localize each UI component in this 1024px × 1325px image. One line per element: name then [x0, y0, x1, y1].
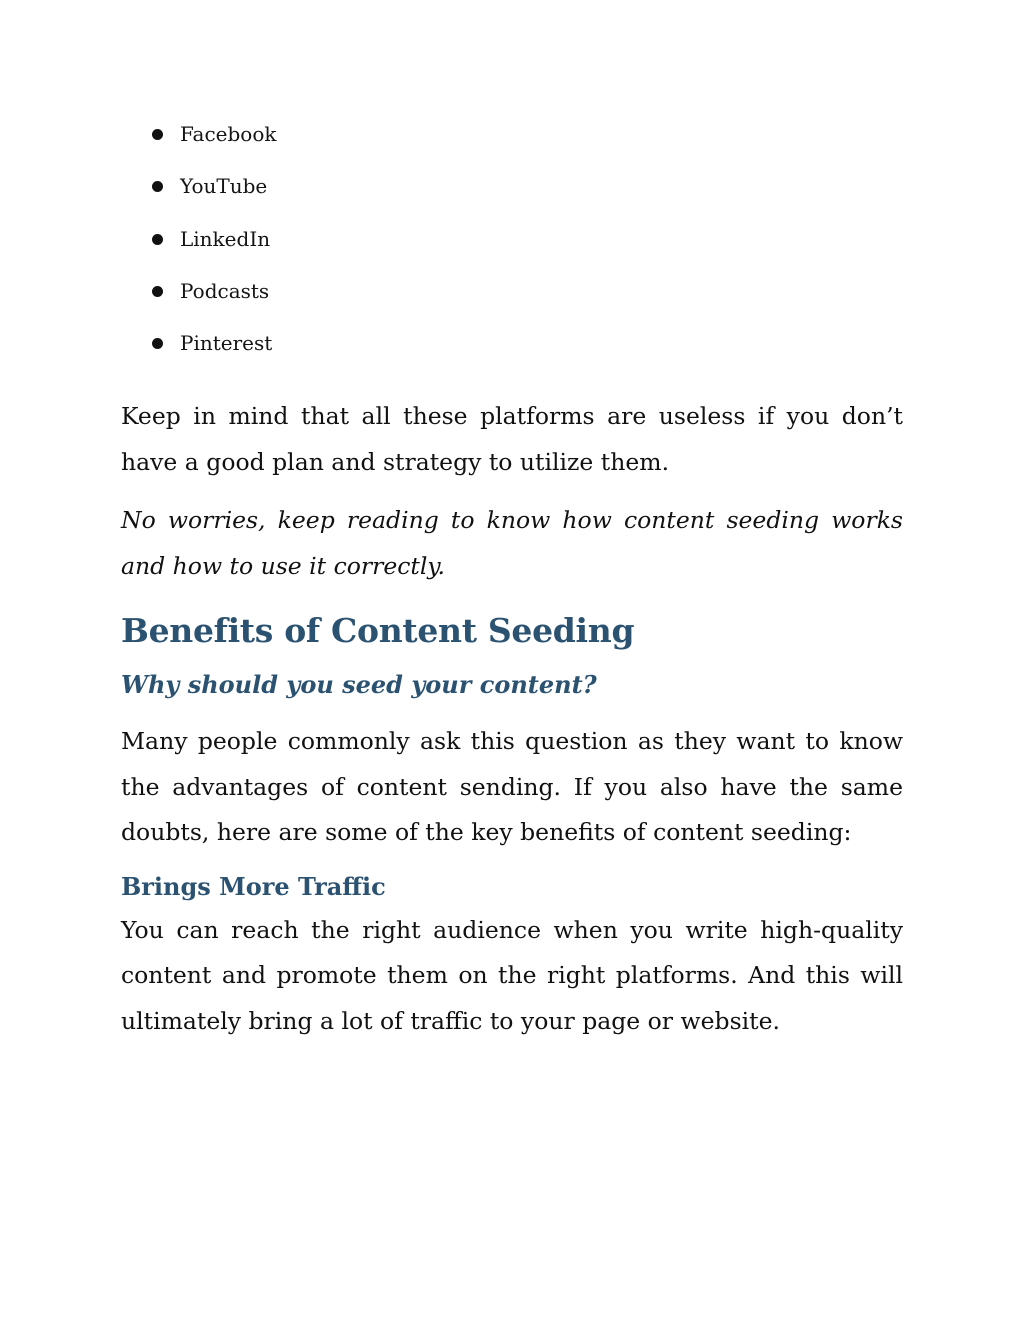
list-item-label: Facebook — [180, 122, 277, 146]
paragraph-keep-reading: No worries, keep reading to know how content seeding works and how to use it correctly. — [121, 506, 903, 580]
paragraph-traffic: You can reach the right audience when you write high-quality content and promote them on the right platforms. And this will ultimately bring a lot of traffic to your page or website. — [121, 915, 903, 1035]
paragraph-platforms-note: Keep in mind that all these platforms are useless if you don’t have a good plan and strategy to utilize them. — [121, 402, 903, 476]
bullet-icon — [152, 129, 163, 140]
list-item-label: Pinterest — [180, 331, 273, 356]
benefit-heading: Brings More Traffic — [121, 871, 386, 901]
list-item — [121, 112, 903, 164]
list-item — [121, 321, 903, 373]
bullet-icon — [152, 286, 163, 297]
list-item — [121, 217, 903, 269]
section-heading: Benefits of Content Seeding — [121, 611, 635, 651]
list-item-label: YouTube — [180, 174, 268, 199]
bullet-icon — [152, 234, 163, 245]
document-page — [121, 112, 903, 1044]
list-item-label: LinkedIn — [180, 226, 271, 251]
bullet-icon — [152, 338, 163, 349]
list-item — [121, 269, 903, 321]
list-item — [121, 164, 903, 216]
section-subheading: Why should you seed your content? — [121, 670, 597, 700]
list-item-label: Podcasts — [180, 278, 270, 303]
platform-list — [121, 112, 903, 373]
paragraph-benefits-intro: Many people commonly ask this question as they want to know the advantages of content sending. If you also have the same doubts, here are some of the key benefits of content seeding: — [121, 727, 903, 847]
bullet-icon — [152, 181, 163, 192]
